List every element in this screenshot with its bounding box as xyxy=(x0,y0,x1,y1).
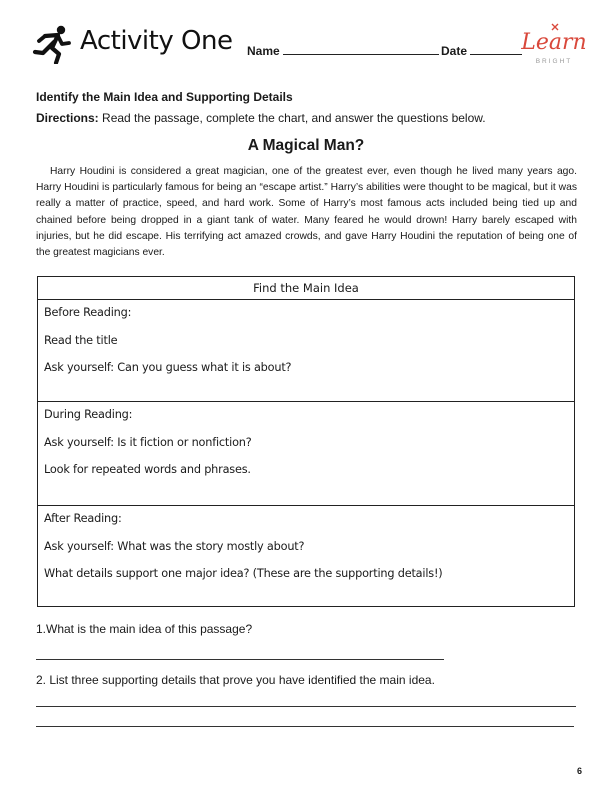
question-1: 1.What is the main idea of this passage? xyxy=(36,622,253,636)
chart-line: Before Reading: xyxy=(44,306,132,319)
name-label: Name xyxy=(247,44,280,58)
chart-line: Look for repeated words and phrases. xyxy=(44,463,251,476)
passage-text: Harry Houdini is considered a great magician, one of the greatest ever, even though he lived many years ago. Harry Houdini is particularly famous for being an “escape artist.” Harry’s abilities were thought to be magical, but it was really a matter of practice, speed, and hard work. Some of Harry’s most famous acts included being tied up and chained before being dropped in a giant tank of water. Many feared he would drown! Harry barely escaped with injuries, but he did escape. His terrifying act amazed crowds, and gave Harry Houdini the reputation of being one of the greatest magicians ever. xyxy=(36,166,577,259)
chart-line: Ask yourself: What was the story mostly about? xyxy=(44,539,305,553)
chart-section-after-reading xyxy=(38,506,574,607)
running-figure-icon xyxy=(32,24,72,64)
date-blank[interactable] xyxy=(470,44,522,55)
date-label: Date xyxy=(441,44,468,58)
page-number: 6 xyxy=(577,766,583,776)
chart-line: Ask yourself: Can you guess what it is about? xyxy=(44,361,292,374)
chart-line: What details support one major idea? (These are the supporting details!) xyxy=(44,567,443,580)
logo-subtitle: BRIGHT xyxy=(535,58,573,65)
directions xyxy=(36,111,486,125)
passage-title: A Magical Man? xyxy=(247,137,365,154)
main-idea-chart xyxy=(37,276,575,607)
chart-line: Read the title xyxy=(44,333,118,347)
chart-section-during-reading xyxy=(38,402,574,506)
chart-line: After Reading: xyxy=(44,512,122,525)
answer-line-1[interactable] xyxy=(36,659,444,660)
chart-line: Ask yourself: Is it fiction or nonfiction? xyxy=(44,435,252,449)
activity-title: Activity One xyxy=(80,26,233,56)
question-2: 2. List three supporting details that prove you have identified the main idea. xyxy=(36,673,435,687)
logo-word: Learn xyxy=(521,30,587,55)
name-blank[interactable] xyxy=(283,44,439,55)
answer-line-2a[interactable] xyxy=(36,706,576,707)
section-heading: Identify the Main Idea and Supporting Details xyxy=(36,90,293,104)
chart-section-before-reading xyxy=(38,300,574,402)
name-field[interactable] xyxy=(247,44,439,58)
chart-header: Find the Main Idea xyxy=(38,277,574,300)
chart-line: During Reading: xyxy=(44,408,133,421)
learn-bright-logo xyxy=(518,22,590,68)
answer-line-2b[interactable] xyxy=(36,726,574,727)
date-field[interactable] xyxy=(441,44,522,58)
directions-text: Read the passage, complete the chart, and answer the questions below. xyxy=(102,111,486,125)
directions-label: Directions: xyxy=(36,111,99,125)
